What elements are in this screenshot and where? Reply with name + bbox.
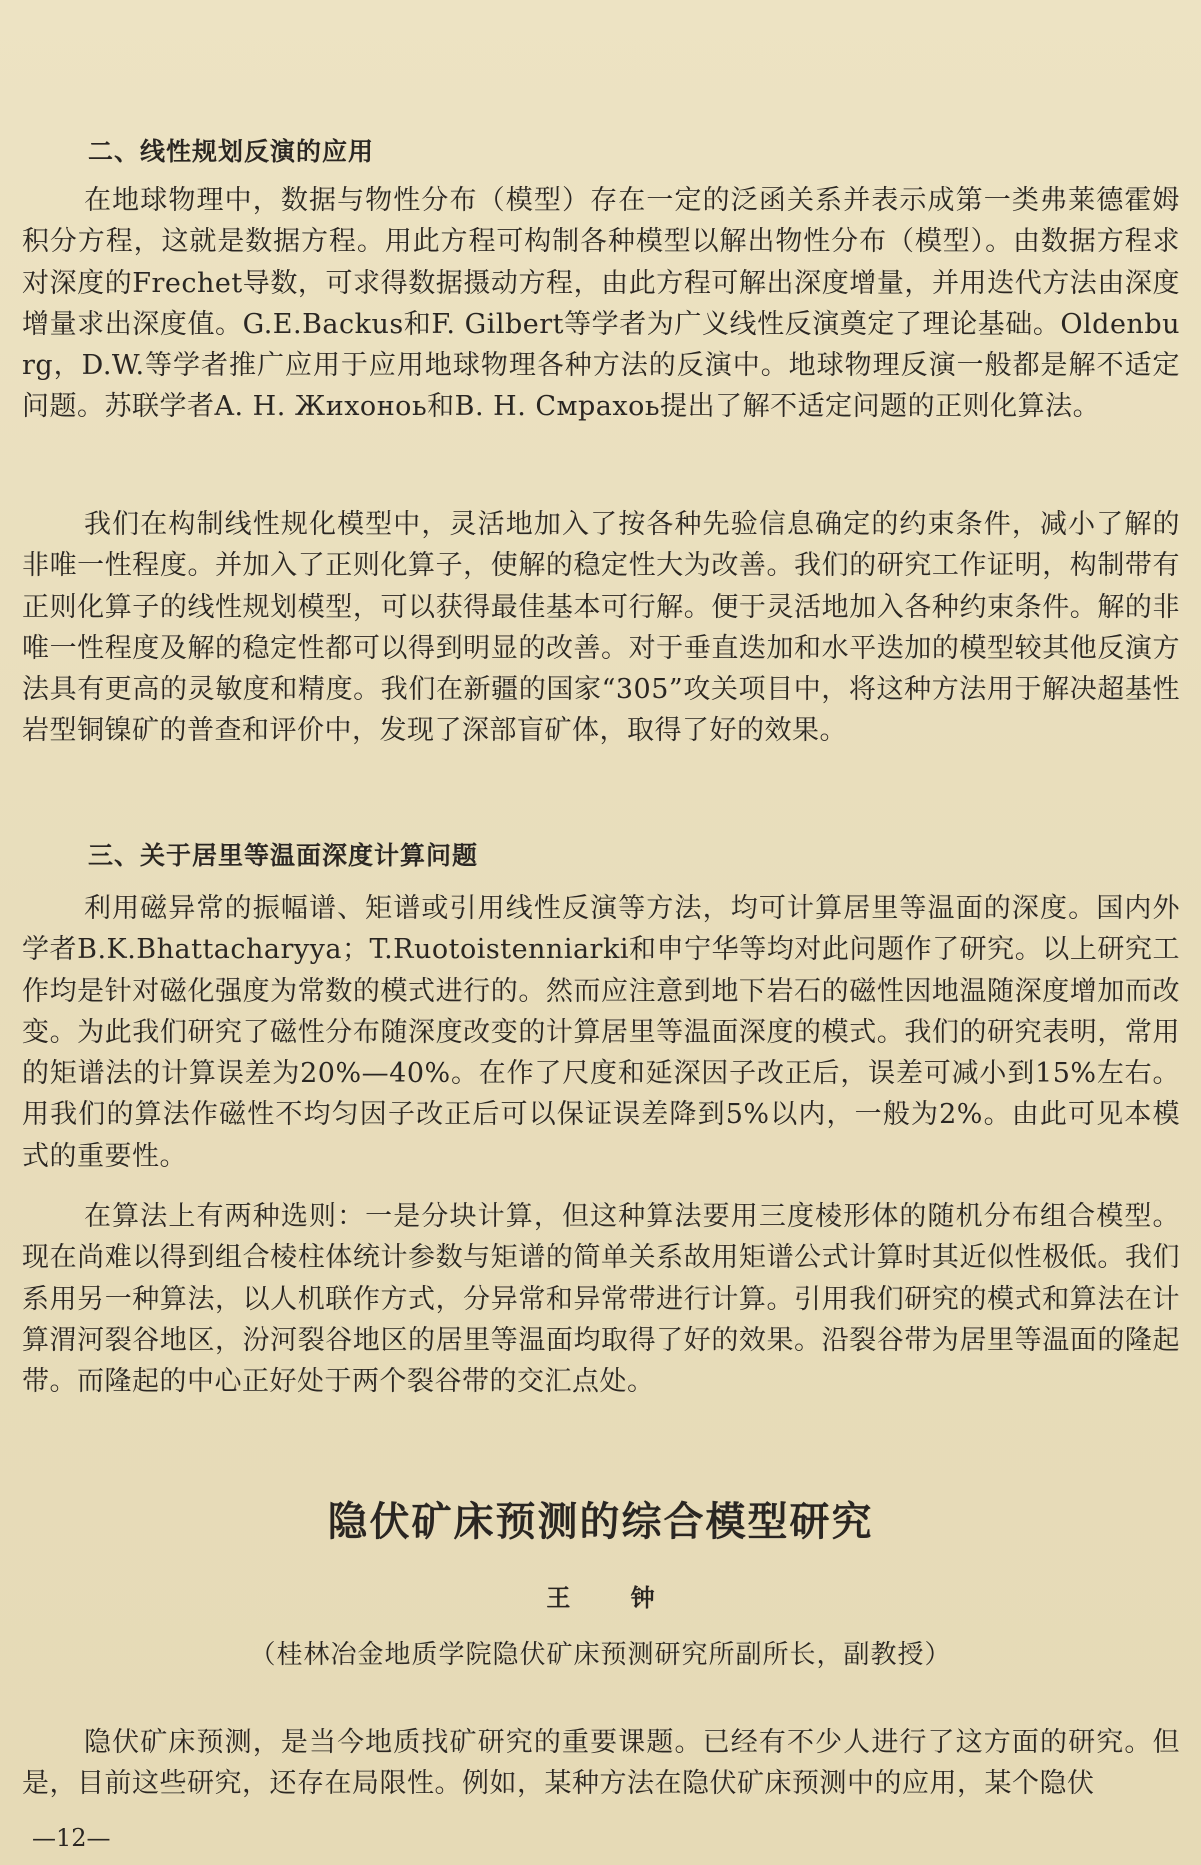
author-affiliation: （桂林冶金地质学院隐伏矿床预测研究所副所长，副教授）	[249, 1640, 952, 1670]
paragraph-article-intro: 隐伏矿床预测，是当今地质找矿研究的重要课题。已经有不少人进行了这方面的研究。但是，目前这些研究，还存在局限性。例如，某种方法在隐伏矿床预测中的应用，某个隐伏	[22, 1727, 1180, 1800]
paragraph-algorithm-choices: 在算法上有两种选则：一是分块计算，但这种算法要用三度棱形体的随机分布组合模型。现在尚难以得到组合棱柱体统计参数与矩谱的简单关系故用矩谱公式计算时其近似性极低。我们系用另一种算法，以人机联作方式，分异常和异常带进行计算。引用我们研究的模式和算法在计算渭河裂谷地区，汾河裂谷地区的居里等温面均取得了好的效果。沿裂谷带为居里等温面的隆起带。而隆起的中心正好处于两个裂谷带的交汇点处。	[22, 1201, 1180, 1398]
paragraph-curie-depth-methods: 利用磁异常的振幅谱、矩谱或引用线性反演等方法，均可计算居里等温面的深度。国内外学者B.K.Bhattacharyya；T.Ruotoistenniarki和申宁华等均对此问题作了研究。以上研究工作均是针对磁化强度为常数的模式进行的。然而应注意到地下岩石的磁性因地温随深度增加而改变。为此我们研究了磁性分布随深度改变的计算居里等温面深度的模式。我们的研究表明，常用的矩谱法的计算误差为20%—40%。在作了尺度和延深因子改正后，误差可减小到15%左右。用我们的算法作磁性不均匀因子改正后可以保证误差降到5%以内，一般为2%。由此可见本模式的重要性。	[22, 893, 1180, 1172]
article-author: 王 钟	[546, 1584, 681, 1612]
article-title: 隐伏矿床预测的综合模型研究	[327, 1499, 874, 1545]
section-heading-curie-isotherm: 三、关于居里等温面深度计算问题	[88, 841, 479, 870]
page-number: —12—	[32, 1824, 111, 1852]
section-heading-linear-programming: 二、线性规划反演的应用	[88, 137, 375, 166]
paragraph-linear-model-results: 我们在构制线性规化模型中，灵活地加入了按各种先验信息确定的约束条件，减小了解的非唯一性程度。并加入了正则化算子，使解的稳定性大为改善。我们的研究工作证明，构制带有正则化算子的线性规划模型，可以获得最佳基本可行解。便于灵活地加入各种约束条件。解的非唯一性程度及解的稳定性都可以得到明显的改善。对于垂直迭加和水平迭加的模型较其他反演方法具有更高的灵敏度和精度。我们在新疆的国家“305”攻关项目中，将这种方法用于解决超基性岩型铜镍矿的普查和评价中，发现了深部盲矿体，取得了好的效果。	[22, 509, 1180, 747]
paragraph-geophysics-inversion: 在地球物理中，数据与物性分布（模型）存在一定的泛函关系并表示成第一类弗莱德霍姆积分方程，这就是数据方程。用此方程可构制各种模型以解出物性分布（模型）。由数据方程求对深度的Frechet导数，可求得数据摄动方程，由此方程可解出深度增量，并用迭代方法由深度增量求出深度值。G.E.Backus和F. Gilbert等学者为广义线性反演奠定了理论基础。Oldenburg，D.W.等学者推广应用于应用地球物理各种方法的反演中。地球物理反演一般都是解不适定问题。苏联学者A. H. Жихоноь和B. H. Смрахоь提出了解不适定问题的正则化算法。	[22, 185, 1180, 423]
